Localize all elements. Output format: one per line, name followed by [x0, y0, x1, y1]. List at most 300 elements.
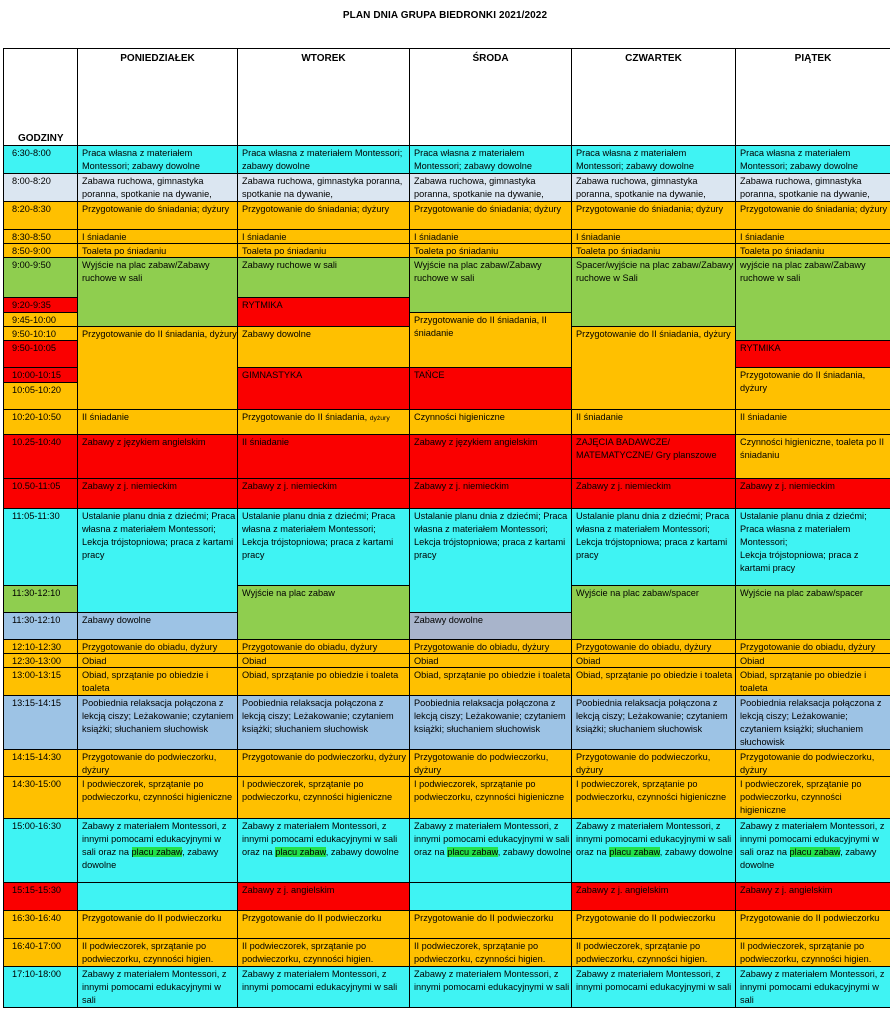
- time-slot-text: 9:00-9:50: [12, 260, 51, 270]
- activity-cell-text: II śniadanie: [242, 437, 289, 447]
- activity-cell-text: Przygotowanie do obiadu, dyżury: [740, 642, 876, 652]
- activity-cell: [237, 257, 410, 298]
- activity-cell-text: Zabawy dowolne: [414, 615, 483, 625]
- activity-cell-text: GIMNASTYKA: [242, 370, 303, 380]
- activity-cell-text: Przygotowanie do śniadania; dyżury: [414, 204, 562, 214]
- activity-cell: [409, 653, 572, 668]
- activity-cell-text: Ustalanie planu dnia z dziećmi; Praca własna z materiałem Montessori; Lekcja trójstopniowa; praca z kartami pracy: [740, 511, 867, 573]
- header-godziny-text: GODZINY: [18, 133, 64, 144]
- activity-cell-text: Przygotowanie do II śniadania, dyżury: [82, 329, 237, 339]
- activity-cell: [409, 173, 572, 202]
- activity-cell: [237, 938, 410, 967]
- activity-cell: [735, 409, 890, 435]
- activity-text: , zabawy dowolne: [740, 847, 877, 870]
- time-slot-text: 11:30-12:10: [12, 615, 61, 625]
- activity-cell-text: Wyjście na plac zabaw: [242, 588, 335, 598]
- time-slot-text: 10:00-10:15: [12, 370, 62, 380]
- header-day: [409, 48, 572, 146]
- activity-cell-text: Zabawy dowolne: [82, 615, 151, 625]
- activity-cell: [735, 938, 890, 967]
- activity-cell: [77, 776, 238, 819]
- activity-cell-text: Przygotowanie do śniadania; dyżury: [740, 204, 888, 214]
- activity-cell: [77, 229, 238, 244]
- activity-cell: [77, 749, 238, 777]
- activity-cell: [237, 653, 410, 668]
- time-slot: [3, 612, 78, 640]
- highlight-text: placu zabaw: [275, 847, 326, 857]
- activity-cell: [571, 409, 736, 435]
- time-slot-text: 9:50-10:05: [12, 343, 56, 353]
- activity-cell-text: Wyjście na plac zabaw/Zabawy ruchowe w sali: [82, 260, 210, 283]
- activity-cell: [409, 818, 572, 883]
- activity-cell: [409, 257, 572, 313]
- activity-cell-text: TAŃCE: [414, 370, 445, 380]
- activity-cell-text: II podwieczorek, sprzątanie po podwieczorku, czynności higien.: [414, 941, 546, 964]
- activity-cell: [77, 326, 238, 410]
- time-slot-text: 16:30-16:40: [12, 913, 62, 923]
- activity-cell-text: Zabawy z j. angielskim: [576, 885, 669, 895]
- activity-cell: [237, 776, 410, 819]
- activity-text: , zabawy dowolne: [497, 847, 571, 857]
- activity-cell: [409, 938, 572, 967]
- time-slot: [3, 326, 78, 341]
- activity-cell-text: Ustalanie planu dnia z dziećmi; Praca własna z materiałem Montessori; Lekcja trójstopniowa; praca z kartami pracy: [414, 511, 568, 560]
- time-slot-text: 8:30-8:50: [12, 232, 51, 242]
- activity-cell-text: Przygotowanie do śniadania; dyżury: [242, 204, 390, 214]
- activity-cell: [409, 229, 572, 244]
- activity-cell: [571, 910, 736, 939]
- time-slot-text: 10:20-10:50: [12, 412, 62, 422]
- activity-cell-text: Poobiednia relaksacja połączona z lekcją ciszy; Leżakowanie; czytaniem książki; słuchaniem słuchowisk: [740, 698, 882, 747]
- time-slot-text: 13:00-13:15: [12, 670, 62, 680]
- time-slot: [3, 667, 78, 696]
- activity-cell: [735, 257, 890, 341]
- activity-cell: [735, 508, 890, 586]
- time-slot: [3, 297, 78, 313]
- activity-cell-text: Praca własna z materiałem Montessori; zabawy dowolne: [740, 148, 858, 171]
- activity-cell: [571, 749, 736, 777]
- activity-cell-text: Zabawa ruchowa, gimnastyka poranna, spotkanie na dywanie,: [740, 176, 870, 199]
- activity-cell-text: Praca własna z materiałem Montessori; zabawy dowolne: [242, 148, 403, 171]
- activity-text: , zabawy dowolne: [82, 847, 219, 870]
- activity-cell-text: Przygotowanie do II podwieczorku: [414, 913, 554, 923]
- activity-cell: [409, 409, 572, 435]
- activity-cell-text: Zabawy z materiałem Montessori, z innymi pomocami edukacyjnymi w sali: [740, 969, 885, 1005]
- activity-cell-text: Zabawy z językiem angielskim: [414, 437, 538, 447]
- activity-cell: [571, 966, 736, 1008]
- activity-cell: [571, 434, 736, 479]
- time-slot: [3, 145, 78, 174]
- activity-text: dyżury: [740, 383, 768, 393]
- activity-cell: [409, 966, 572, 1008]
- activity-cell: [571, 882, 736, 911]
- activity-cell: [735, 434, 890, 479]
- activity-cell: [735, 776, 890, 819]
- activity-cell-text: Zabawy z j. angielskim: [242, 885, 335, 895]
- activity-cell: [77, 910, 238, 939]
- activity-cell: [77, 882, 238, 911]
- activity-cell: [409, 434, 572, 479]
- time-slot: [3, 434, 78, 479]
- activity-cell: [409, 910, 572, 939]
- activity-cell: [409, 312, 572, 368]
- activity-cell: [735, 695, 890, 750]
- activity-cell: [735, 653, 890, 668]
- activity-cell: [571, 145, 736, 174]
- activity-cell: [237, 667, 410, 696]
- activity-cell-text: Zabawy dowolne: [242, 329, 311, 339]
- activity-cell-text: Poobiednia relaksacja połączona z lekcją ciszy; Leżakowanie; czytaniem książki; słuchaniem słuchowisk: [82, 698, 234, 734]
- activity-cell: [237, 367, 410, 410]
- activity-cell: [571, 201, 736, 230]
- activity-cell: [237, 243, 410, 258]
- activity-cell-text: Zabawy z materiałem Montessori, z innymi pomocami edukacyjnymi w sali: [576, 969, 732, 992]
- activity-cell: [571, 667, 736, 696]
- header-day-text: ŚRODA: [472, 53, 509, 64]
- activity-cell: [237, 409, 410, 435]
- time-slot-text: 9:50-10:10: [12, 329, 56, 339]
- activity-cell-text: Zabawy z j. niemieckim: [740, 481, 835, 491]
- activity-cell-text: Ustalanie planu dnia z dziećmi; Praca własna z materiałem Montessori; Lekcja trójstopniowa; praca z kartami pracy: [82, 511, 236, 560]
- activity-cell: [77, 508, 238, 613]
- activity-cell: [77, 612, 238, 640]
- activity-cell: [77, 695, 238, 750]
- activity-cell-text: I podwieczorek, sprzątanie po podwieczorku, czynności higieniczne: [576, 779, 727, 802]
- time-slot-text: 15:15-15:30: [12, 885, 62, 895]
- activity-cell-text: Zabawy z j. angielskim: [740, 885, 833, 895]
- header-day-text: WTOREK: [301, 53, 346, 64]
- activity-cell: [571, 585, 736, 640]
- activity-cell: [571, 818, 736, 883]
- time-slot-text: 13:15-14:15: [12, 698, 62, 708]
- activity-cell: [77, 409, 238, 435]
- activity-cell-text: I śniadanie: [414, 232, 459, 242]
- activity-cell-text: Toaleta po śniadaniu: [740, 246, 825, 256]
- activity-cell-text: Zabawy z j. niemieckim: [242, 481, 337, 491]
- time-slot-text: 11:30-12:10: [12, 588, 61, 598]
- activity-cell-text: Zabawy z j. niemieckim: [414, 481, 509, 491]
- time-slot: [3, 776, 78, 819]
- activity-cell-text: Obiad: [576, 656, 601, 666]
- activity-cell: [735, 818, 890, 883]
- activity-cell-text: Ustalanie planu dnia z dziećmi; Praca własna z materiałem Montessori; Lekcja trójstopniowa; praca z kartami pracy: [576, 511, 730, 560]
- time-slot: [3, 478, 78, 509]
- highlight-text: placu zabaw: [609, 847, 660, 857]
- activity-cell: [237, 173, 410, 202]
- time-slot-text: 9:20-9:35: [12, 300, 51, 310]
- activity-cell: [735, 478, 890, 509]
- time-slot: [3, 653, 78, 668]
- activity-cell: [237, 508, 410, 586]
- activity-text: , zabawy dowolne: [659, 847, 733, 857]
- activity-cell-text: Przygotowanie do podwieczorku, dyżury: [576, 752, 711, 775]
- activity-cell: [77, 653, 238, 668]
- activity-cell-text: Poobiednia relaksacja połączona z lekcją ciszy; Leżakowanie; czytaniem książki; słuchaniem słuchowisk: [576, 698, 728, 734]
- activity-cell-text: Zabawa ruchowa, gimnastyka poranna, spotkanie na dywanie,: [82, 176, 212, 199]
- activity-cell-small-text: dyżury: [369, 415, 390, 422]
- activity-cell-text: Praca własna z materiałem Montessori; zabawy dowolne: [414, 148, 532, 171]
- activity-cell-text: Czynności higieniczne, toaleta po II śniadaniu: [740, 437, 885, 460]
- activity-cell-text: Obiad: [242, 656, 267, 666]
- activity-cell: [237, 434, 410, 479]
- activity-text: Zabawy z materiałem Montessori, z innymi pomocami edukacyjnymi w sali oraz na: [82, 821, 227, 857]
- activity-cell-text: Przygotowanie do II śniadania, dyżury: [576, 329, 731, 339]
- activity-cell: [409, 508, 572, 613]
- activity-cell-text: Praca własna z materiałem Montessori; zabawy dowolne: [82, 148, 200, 171]
- time-slot: [3, 508, 78, 586]
- activity-cell: [237, 910, 410, 939]
- activity-cell: [571, 257, 736, 327]
- activity-cell: [735, 201, 890, 230]
- activity-cell: [77, 938, 238, 967]
- time-slot: [3, 257, 78, 298]
- activity-cell-text: Toaleta po śniadaniu: [242, 246, 327, 256]
- time-slot-text: 9:45-10:00: [12, 315, 56, 325]
- activity-cell: [237, 229, 410, 244]
- activity-cell: [735, 585, 890, 640]
- activity-cell-text: Zabawy z materiałem Montessori, z innymi pomocami edukacyjnymi w sali: [242, 969, 398, 992]
- activity-cell: [77, 243, 238, 258]
- activity-cell-text: Przygotowanie do II podwieczorku: [576, 913, 716, 923]
- activity-cell: [735, 966, 890, 1008]
- activity-cell-text: Zabawy z materiałem Montessori, z innymi pomocami edukacyjnymi w sali: [414, 969, 570, 992]
- activity-cell: [409, 145, 572, 174]
- header-day: [237, 48, 410, 146]
- activity-cell-text: Przygotowanie do podwieczorku, dyżury: [414, 752, 549, 775]
- activity-cell-text: Obiad: [740, 656, 765, 666]
- activity-cell: [409, 201, 572, 230]
- activity-cell: [571, 173, 736, 202]
- time-slot: [3, 312, 78, 327]
- activity-cell: [237, 478, 410, 509]
- activity-cell-text: Zabawa ruchowa, gimnastyka poranna, spotkanie na dywanie,: [242, 176, 403, 199]
- activity-cell-text: Obiad, sprzątanie po obiedzie i toaleta: [576, 670, 733, 680]
- activity-cell: [237, 749, 410, 777]
- activity-cell-text: Przygotowanie do II podwieczorku: [82, 913, 222, 923]
- time-slot: [3, 695, 78, 750]
- activity-cell: [237, 818, 410, 883]
- activity-text: Zabawy z materiałem Montessori, z innymi pomocami edukacyjnymi w sali oraz na: [740, 821, 885, 857]
- time-slot-text: 17:10-18:00: [12, 969, 62, 979]
- activity-cell-text: II śniadanie: [576, 412, 623, 422]
- activity-cell-text: Ustalanie planu dnia z dziećmi; Praca własna z materiałem Montessori; Lekcja trójstopniowa; praca z kartami pracy: [242, 511, 396, 560]
- activity-cell-text: Czynności higieniczne: [414, 412, 505, 422]
- time-slot-text: 12:10-12:30: [12, 642, 62, 652]
- activity-cell-text: Przygotowanie do II śniadania,: [740, 370, 866, 380]
- time-slot: [3, 585, 78, 613]
- activity-cell: [77, 173, 238, 202]
- activity-cell-text: Wyjście na plac zabaw/spacer: [576, 588, 699, 598]
- time-slot: [3, 382, 78, 410]
- activity-cell-text: Zabawy ruchowe w sali: [242, 260, 337, 270]
- activity-cell-text: Przygotowanie do obiadu, dyżury: [414, 642, 550, 652]
- activity-cell: [77, 145, 238, 174]
- activity-cell-text: Przygotowanie do śniadania; dyżury: [576, 204, 724, 214]
- time-slot-text: 14:30-15:00: [12, 779, 62, 789]
- activity-cell-text: II podwieczorek, sprzątanie po podwieczorku, czynności higien.: [242, 941, 374, 964]
- activity-cell: [409, 367, 572, 410]
- activity-cell: [571, 508, 736, 586]
- activity-cell-text: I podwieczorek, sprzątanie po podwieczorku, czynności higieniczne: [414, 779, 565, 802]
- header-godziny: [3, 48, 78, 146]
- activity-cell-text: Obiad: [414, 656, 439, 666]
- activity-cell: [735, 639, 890, 654]
- activity-cell: [237, 201, 410, 230]
- time-slot: [3, 340, 78, 368]
- activity-cell-text: wyjście na plac zabaw/Zabawy ruchowe w sali: [740, 260, 866, 283]
- activity-cell-text: II podwieczorek, sprzątanie po podwieczorku, czynności higien.: [576, 941, 708, 964]
- activity-cell-text: Zabawy z językiem angielskim: [82, 437, 206, 447]
- time-slot: [3, 818, 78, 883]
- activity-cell: [237, 695, 410, 750]
- activity-cell-text: Zabawy z materiałem Montessori, z innymi pomocami edukacyjnymi w sali: [82, 969, 227, 1005]
- page-title: PLAN DNIA GRUPA BIEDRONKI 2021/2022: [342, 10, 548, 21]
- activity-cell: [409, 882, 572, 911]
- activity-cell-text: Przygotowanie do II śniadania, II śniadanie: [414, 315, 547, 338]
- activity-cell-text: RYTMIKA: [740, 343, 781, 353]
- activity-cell-text: Poobiednia relaksacja połączona z lekcją ciszy; Leżakowanie; czytaniem książki; słuchaniem słuchowisk: [414, 698, 566, 734]
- activity-cell-text: Toaleta po śniadaniu: [82, 246, 167, 256]
- activity-cell-text: Przygotowanie do II podwieczorku: [740, 913, 880, 923]
- activity-cell-text: Przygotowanie do podwieczorku, dyżury: [740, 752, 875, 775]
- activity-cell: [735, 243, 890, 258]
- time-slot-text: 6:30-8:00: [12, 148, 51, 158]
- activity-cell: [735, 667, 890, 696]
- activity-cell: [571, 776, 736, 819]
- activity-cell: [77, 257, 238, 327]
- activity-cell: [77, 201, 238, 230]
- activity-cell-text: Obiad, sprzątanie po obiedzie i toaleta: [740, 670, 867, 693]
- activity-cell: [409, 776, 572, 819]
- activity-cell-text: Obiad, sprzątanie po obiedzie i toaleta: [414, 670, 571, 680]
- activity-cell: [237, 326, 410, 368]
- activity-cell: [237, 297, 410, 327]
- highlight-text: placu zabaw: [789, 847, 841, 857]
- time-slot-text: 10.25-10:40: [12, 437, 62, 447]
- activity-cell-text: Przygotowanie do obiadu, dyżury: [242, 642, 378, 652]
- activity-cell-text: Przygotowanie do podwieczorku, dyżury: [82, 752, 217, 775]
- activity-cell: [735, 229, 890, 244]
- activity-text: Zabawy z materiałem Montessori, z innymi pomocami edukacyjnymi w sali oraz na: [242, 821, 398, 857]
- time-slot: [3, 173, 78, 202]
- activity-cell-text: I podwieczorek, sprzątanie po podwieczorku, czynności higieniczne: [82, 779, 233, 802]
- activity-cell-text: Obiad, sprzątanie po obiedzie i toaleta: [242, 670, 399, 680]
- time-slot: [3, 201, 78, 230]
- activity-cell: [735, 882, 890, 911]
- activity-text: Zabawy z materiałem Montessori, z innymi pomocami edukacyjnymi w sali oraz na: [576, 821, 732, 857]
- activity-cell-text: I śniadanie: [82, 232, 127, 242]
- activity-cell-text: I śniadanie: [242, 232, 287, 242]
- time-slot-text: 8:00-8:20: [12, 176, 51, 186]
- activity-cell-text: I podwieczorek, sprzątanie po podwieczorku, czynności higieniczne: [242, 779, 393, 802]
- header-day-text: PONIEDZIAŁEK: [120, 53, 195, 64]
- time-slot-text: 16:40-17:00: [12, 941, 62, 951]
- activity-cell: [571, 326, 736, 410]
- activity-cell: [77, 478, 238, 509]
- activity-cell: [409, 243, 572, 258]
- time-slot: [3, 639, 78, 654]
- time-slot: [3, 367, 78, 383]
- activity-cell: [571, 695, 736, 750]
- activity-cell-text: Zabawa ruchowa, gimnastyka poranna, spotkanie na dywanie,: [576, 176, 706, 199]
- activity-cell: [409, 639, 572, 654]
- time-slot-text: 15:00-16:30: [12, 821, 62, 831]
- time-slot: [3, 882, 78, 911]
- activity-cell-text: II śniadanie: [740, 412, 787, 422]
- time-slot: [3, 938, 78, 967]
- activity-cell: [409, 612, 572, 640]
- activity-cell-text: ZAJĘCIA BADAWCZE/ MATEMATYCZNE/ Gry planszowe: [576, 437, 717, 460]
- time-slot-text: 10.50-11:05: [12, 481, 61, 491]
- time-slot-text: 12:30-13:00: [12, 656, 62, 666]
- time-slot-text: 11:05-11:30: [12, 511, 60, 521]
- activity-cell-text: I śniadanie: [576, 232, 621, 242]
- activity-cell-text: Przygotowanie do obiadu, dyżury: [82, 642, 218, 652]
- activity-cell-text: Wyjście na plac zabaw/Zabawy ruchowe w sali: [414, 260, 542, 283]
- activity-cell: [77, 966, 238, 1008]
- activity-cell-text: Obiad, sprzątanie po obiedzie i toaleta: [82, 670, 209, 693]
- activity-cell: [571, 478, 736, 509]
- activity-cell: [571, 938, 736, 967]
- header-day: [735, 48, 890, 146]
- activity-cell-text: Spacer/wyjście na plac zabaw/Zabawy ruchowe w Sali: [576, 260, 734, 283]
- activity-cell: [735, 340, 890, 368]
- activity-cell-text: Toaleta po śniadaniu: [576, 246, 661, 256]
- time-slot: [3, 229, 78, 244]
- activity-cell: [77, 434, 238, 479]
- activity-cell-text: Poobiednia relaksacja połączona z lekcją ciszy; Leżakowanie; czytaniem książki; słuchaniem słuchowisk: [242, 698, 394, 734]
- activity-cell: [237, 966, 410, 1008]
- activity-cell: [735, 910, 890, 939]
- activity-cell-text: Przygotowanie do obiadu, dyżury: [576, 642, 712, 652]
- activity-cell: [571, 653, 736, 668]
- activity-cell: [409, 478, 572, 509]
- header-day-text: CZWARTEK: [625, 53, 682, 64]
- activity-cell: [77, 818, 238, 883]
- time-slot-text: 8:20-8:30: [12, 204, 51, 214]
- activity-cell-text: I podwieczorek, sprzątanie po podwieczorku, czynności higieniczne: [740, 779, 862, 815]
- activity-cell-text: Praca własna z materiałem Montessori; zabawy dowolne: [576, 148, 694, 171]
- activity-cell: [409, 749, 572, 777]
- activity-cell-text: Przygotowanie do II podwieczorku: [242, 913, 382, 923]
- activity-cell-text: II podwieczorek, sprzątanie po podwieczorku, czynności higien.: [740, 941, 872, 964]
- activity-cell: [571, 243, 736, 258]
- activity-cell: [571, 639, 736, 654]
- time-slot-text: 14:15-14:30: [12, 752, 62, 762]
- header-day-text: PIĄTEK: [794, 53, 832, 64]
- time-slot-text: 10:05-10:20: [12, 385, 62, 395]
- activity-text: Zabawy z materiałem Montessori, z innymi pomocami edukacyjnymi w sali oraz na: [414, 821, 570, 857]
- time-slot: [3, 966, 78, 1008]
- activity-cell: [409, 695, 572, 750]
- activity-cell: [735, 145, 890, 174]
- header-day: [571, 48, 736, 146]
- activity-cell-text: Zabawa ruchowa, gimnastyka poranna, spotkanie na dywanie,: [414, 176, 544, 199]
- activity-cell: [237, 585, 410, 640]
- header-day: [77, 48, 238, 146]
- time-slot: [3, 749, 78, 777]
- highlight-text: placu zabaw: [447, 847, 498, 857]
- activity-cell: [237, 882, 410, 911]
- activity-cell-text: Zabawy z j. niemieckim: [82, 481, 177, 491]
- activity-cell-text: II śniadanie: [82, 412, 129, 422]
- activity-cell-text: Przygotowanie do II śniadania,: [242, 412, 368, 422]
- activity-cell-text: Wyjście na plac zabaw/spacer: [740, 588, 863, 598]
- activity-cell-text: RYTMIKA: [242, 300, 283, 310]
- activity-cell: [409, 667, 572, 696]
- time-slot-text: 8:50-9:00: [12, 246, 51, 256]
- activity-cell-text: Obiad: [82, 656, 107, 666]
